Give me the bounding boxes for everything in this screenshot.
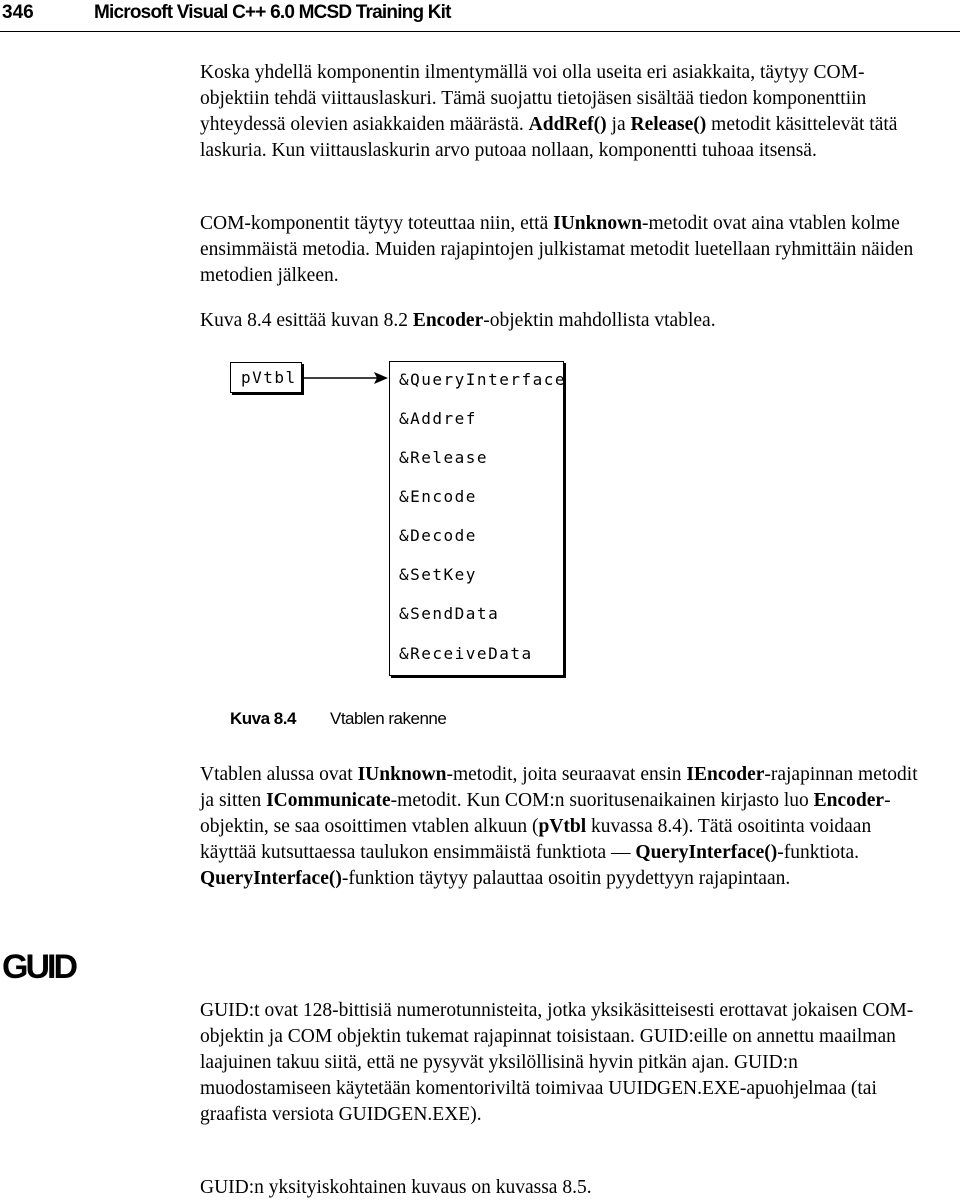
vtable-entry: &Encode [399,487,477,506]
paragraph-figure-reference: Kuva 8.4 esittää kuvan 8.2 Encoder-objektin mahdollista vtablea. [200,310,716,331]
figure-caption-text: Vtablen rakenne [330,709,447,728]
figure-caption-label: Kuva 8.4 [230,709,296,728]
paragraph-reference-counter: Koska yhdellä komponentin ilmentymällä voi olla useita eri asiakkaita, täytyy COM-objektiin tehdä viittauslaskuri. Tämä suojattu tietojäsen sisältää tiedon komponenttiin yhteydessä olevien asiakkaiden määrästä. AddRef() ja Release() metodit käsittelevät tätä laskuria. Kun viittauslaskurin arvo putoaa nollaan, komponentti tuhoaa itsensä. [200,62,898,161]
vtable-entry: &Release [399,448,489,467]
vtable-entry: &SetKey [399,565,477,584]
margin-heading-guid: GUID [2,948,75,986]
header-rule [0,31,960,32]
vtable-entry: &Addref [399,409,477,428]
vtable-entry: &ReceiveData [399,644,533,663]
vtable-box [389,361,564,676]
paragraph-iunknown-order: COM-komponentit täytyy toteuttaa niin, että IUnknown-metodit ovat aina vtablen kolme ensimmäistä metodia. Muiden rajapintojen julkistamat metodit luetellaan ryhmittäin näiden metodien jälkeen. [200,213,914,286]
paragraph-guid-figure: GUID:n yksityiskohtainen kuvaus on kuvassa 8.5. [200,1177,592,1198]
book-title: Microsoft Visual C++ 6.0 MCSD Training Kit [94,2,451,23]
pointer-arrow-icon [302,368,392,388]
paragraph-vtable-layout: Vtablen alussa ovat IUnknown-metodit, joita seuraavat ensin IEncoder-rajapinnan metodit ja sitten ICommunicate-metodit. Kun COM:n suoritusenaikainen kirjasto luo Encoder-objektin, se saa osoittimen vtablen alkuun (pVtbl kuvassa 8.4). Tätä osoitinta voidaan käyttää kutsuttaessa taulukon ensimmäistä funktiota — QueryInterface()-funktiota. QueryInterface()-funktion täytyy palauttaa osoitin pyydettyyn rajapintaan. [200,764,918,889]
vtable-entry: &SendData [399,604,500,623]
pvtbl-label: pVtbl [241,368,297,387]
page-number: 346 [2,2,34,23]
paragraph-guid: GUID:t ovat 128-bittisiä numerotunnisteita, jotka yksikäsitteisesti erottavat jokaisen COM-objektin ja COM objektin tukemat rajapinnat toisistaan. GUID:eille on annettu maailman laajuinen takuu siitä, että ne pysyvät yksilöllisinä hyvin pitkän ajan. GUID:n muodostamiseen käytetään komentoriviltä toimivaa UUIDGEN.EXE-apuohjelmaa (tai graafista versiota GUIDGEN.EXE). [200,1000,914,1125]
pvtbl-pointer-box [230,362,302,393]
vtable-entry: &Decode [399,526,477,545]
vtable-entry: &QueryInterface [399,370,566,389]
page-header [0,0,960,30]
